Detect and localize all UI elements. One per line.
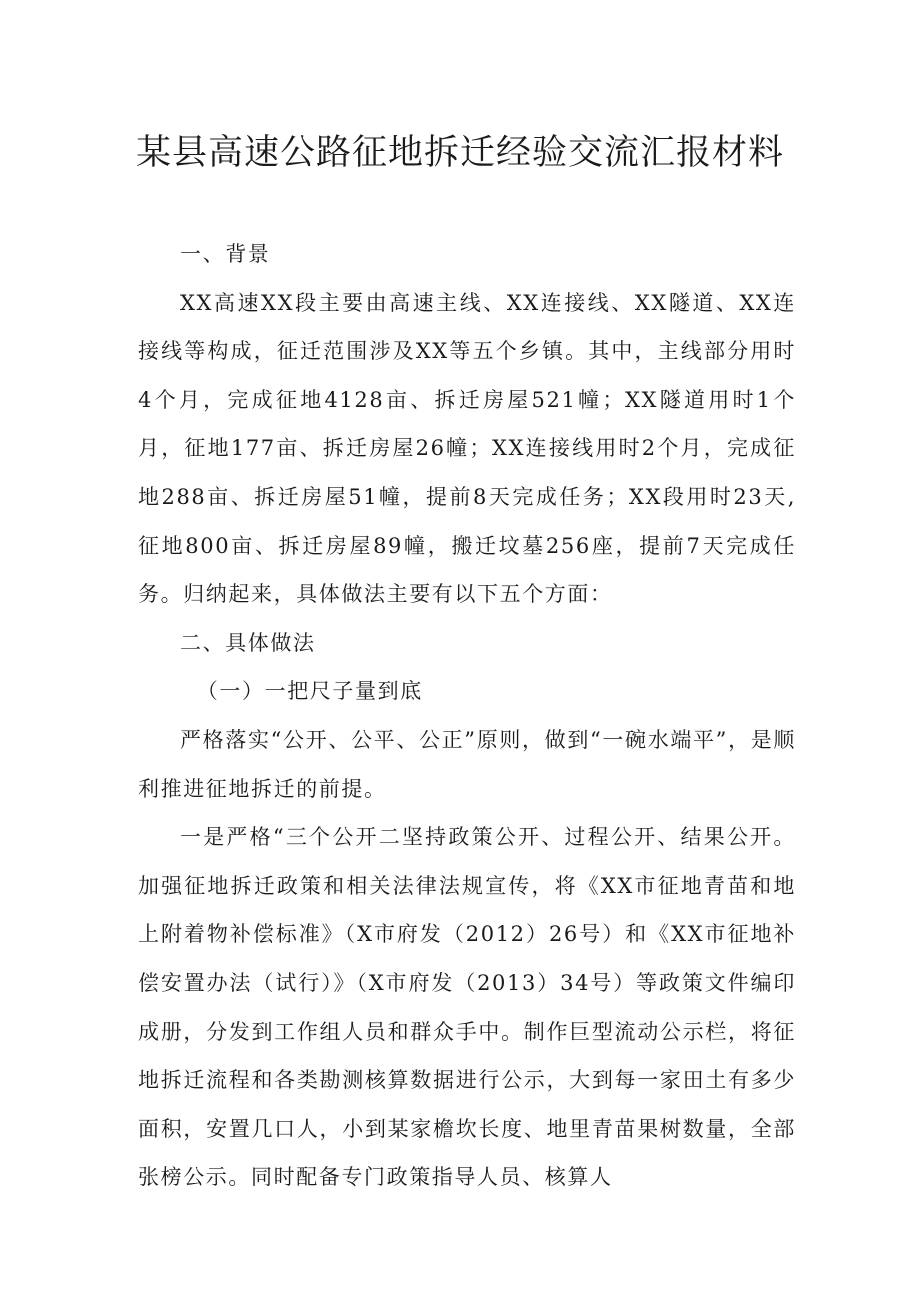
paragraph-background: XX高速XX段主要由高速主线、XX连接线、XX隧道、XX连接线等构成，征迁范围涉及XX等五个乡镇。其中，主线部分用时4个月，完成征地4128亩、拆迁房屋521幢；XX隧道用时1个月，征地177亩、拆迁房屋26幢；XX连接线用时2个月，完成征地288亩、拆迁房屋51幢，提前8天完成任务；XX段用时23天,征地800亩、拆迁房屋89幢，搬迁坟墓256座，提前7天完成任务。归纳起来，具体做法主要有以下五个方面：: [138, 290, 796, 607]
document-body: [138, 230, 796, 1202]
paragraph-principle: 严格落实“公开、公平、公正”原则，做到“一碗水端平”，是顺利推进征地拆迁的前提。: [138, 727, 796, 801]
subsection-heading-1: （一）一把尺子量到底: [196, 679, 423, 704]
paragraph-three-publics: 一是严格“三个公开二坚持政策公开、过程公开、结果公开。加强征地拆迁政策和相关法律法规宣传，将《XX市征地青苗和地上附着物补偿标准》（X市府发（2012）26号）和《XX市征地补偿安置办法（试行）》（X市府发（2013）34号）等政策文件编印成册，分发到工作组人员和群众手中。制作巨型流动公示栏，将征地拆迁流程和各类勘测核算数据进行公示，大到每一家田土有多少面积，安置几口人，小到某家檐坎长度、地里青苗果树数量，全部张榜公示。同时配备专门政策指导人员、核算人: [138, 825, 796, 1190]
section-heading-background: 一、背景: [180, 242, 271, 266]
section-heading-methods: 二、具体做法: [180, 630, 316, 655]
document-title: 某县高速公路征地拆迁经验交流汇报材料: [135, 133, 784, 173]
